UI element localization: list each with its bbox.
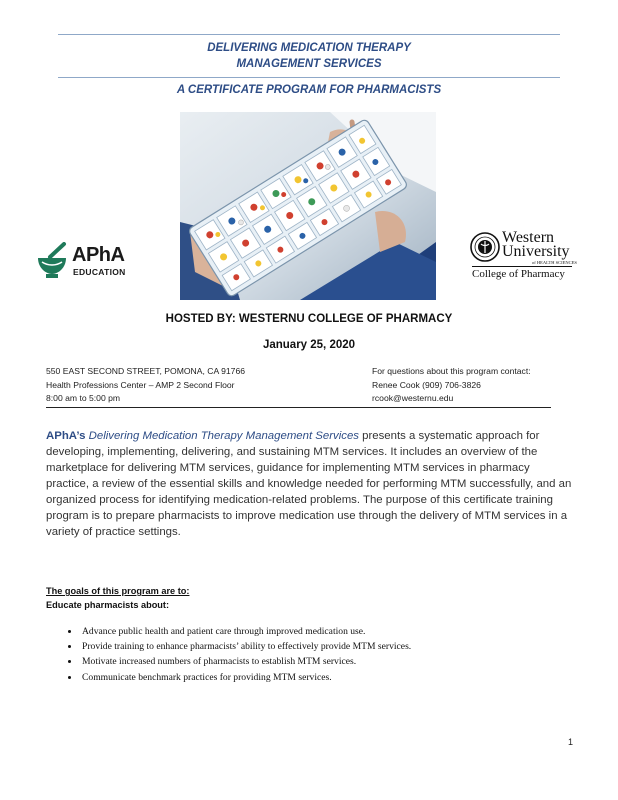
list-item: • Advance public health and patient care through improved medication use. [80,624,411,639]
contact-email: rcook@westernu.edu [372,393,454,403]
title-line-2: MANAGEMENT SERVICES [236,58,382,70]
pill-organizer-photo [180,112,436,300]
event-contact [372,365,531,406]
list-item: • Motivate increased numbers of pharmacists to establish MTM services. [80,654,411,669]
goals-list [60,624,411,685]
university-seal-icon [470,232,500,262]
page-subtitle: A CERTIFICATE PROGRAM FOR PHARMACISTS [176,84,442,96]
top-rule [58,34,560,35]
list-item: • Provide training to enhance pharmacists’ ability to effectively provide MTM services. [80,639,411,654]
wu-college-name: College of Pharmacy [472,266,572,280]
title-bottom-rule [58,77,560,78]
wu-name-line2: University [502,243,570,260]
hosted-by: HOSTED BY: WESTERNU COLLEGE OF PHARMACY [165,313,453,325]
address-line: 8:00 am to 5:00 pm [46,393,121,403]
list-item: • Communicate benchmark practices for providing MTM services. [80,670,411,685]
event-address [46,365,245,406]
goals-subheading: Educate pharmacists about: [46,600,170,610]
intro-program-name: Delivering Medication Therapy Management Services [88,430,359,442]
contact-line: Renee Cook (909) 706-3826 [372,379,481,390]
westernu-logo [470,230,582,280]
address-line: 550 EAST SECOND STREET, POMONA, CA 91766 [46,366,246,376]
intro-text: presents a systematic approach for developing, implementing, delivering, and sustaining MTM services. It includes an overview of the marketplace for delivering MTM services, guidance for implementing MTM services in pharmacy practice, a review of the essential skills and knowledge needed for performing MTM successfully, and an organized process for identifying medication-related problems. The purpose of this certificate training program is to prepare pharmacists to improve medication use through the delivery of MTM services in a variety of practice settings. [46,430,572,538]
wu-name-line3: of HEALTH SCIENCES [532,260,577,265]
wu-name-line1: Western [502,229,555,246]
divider [46,407,551,408]
page-number: 1 [568,737,574,747]
apha-education-label: EDUCATION [73,267,126,277]
intro-brand: APhA’s [46,430,86,442]
contact-line: For questions about this program contact: [372,366,531,376]
event-date: January 25, 2020 [262,339,356,351]
goals-heading: The goals of this program are to: [46,586,190,596]
mortar-pestle-icon [36,242,70,280]
apha-wordmark: APhA [72,244,125,266]
address-line: Health Professions Center – AMP 2 Second Floor [46,379,235,390]
apha-education-logo [36,242,140,280]
intro-paragraph [46,428,574,540]
title-line-1: DELIVERING MEDICATION THERAPY [207,42,411,54]
